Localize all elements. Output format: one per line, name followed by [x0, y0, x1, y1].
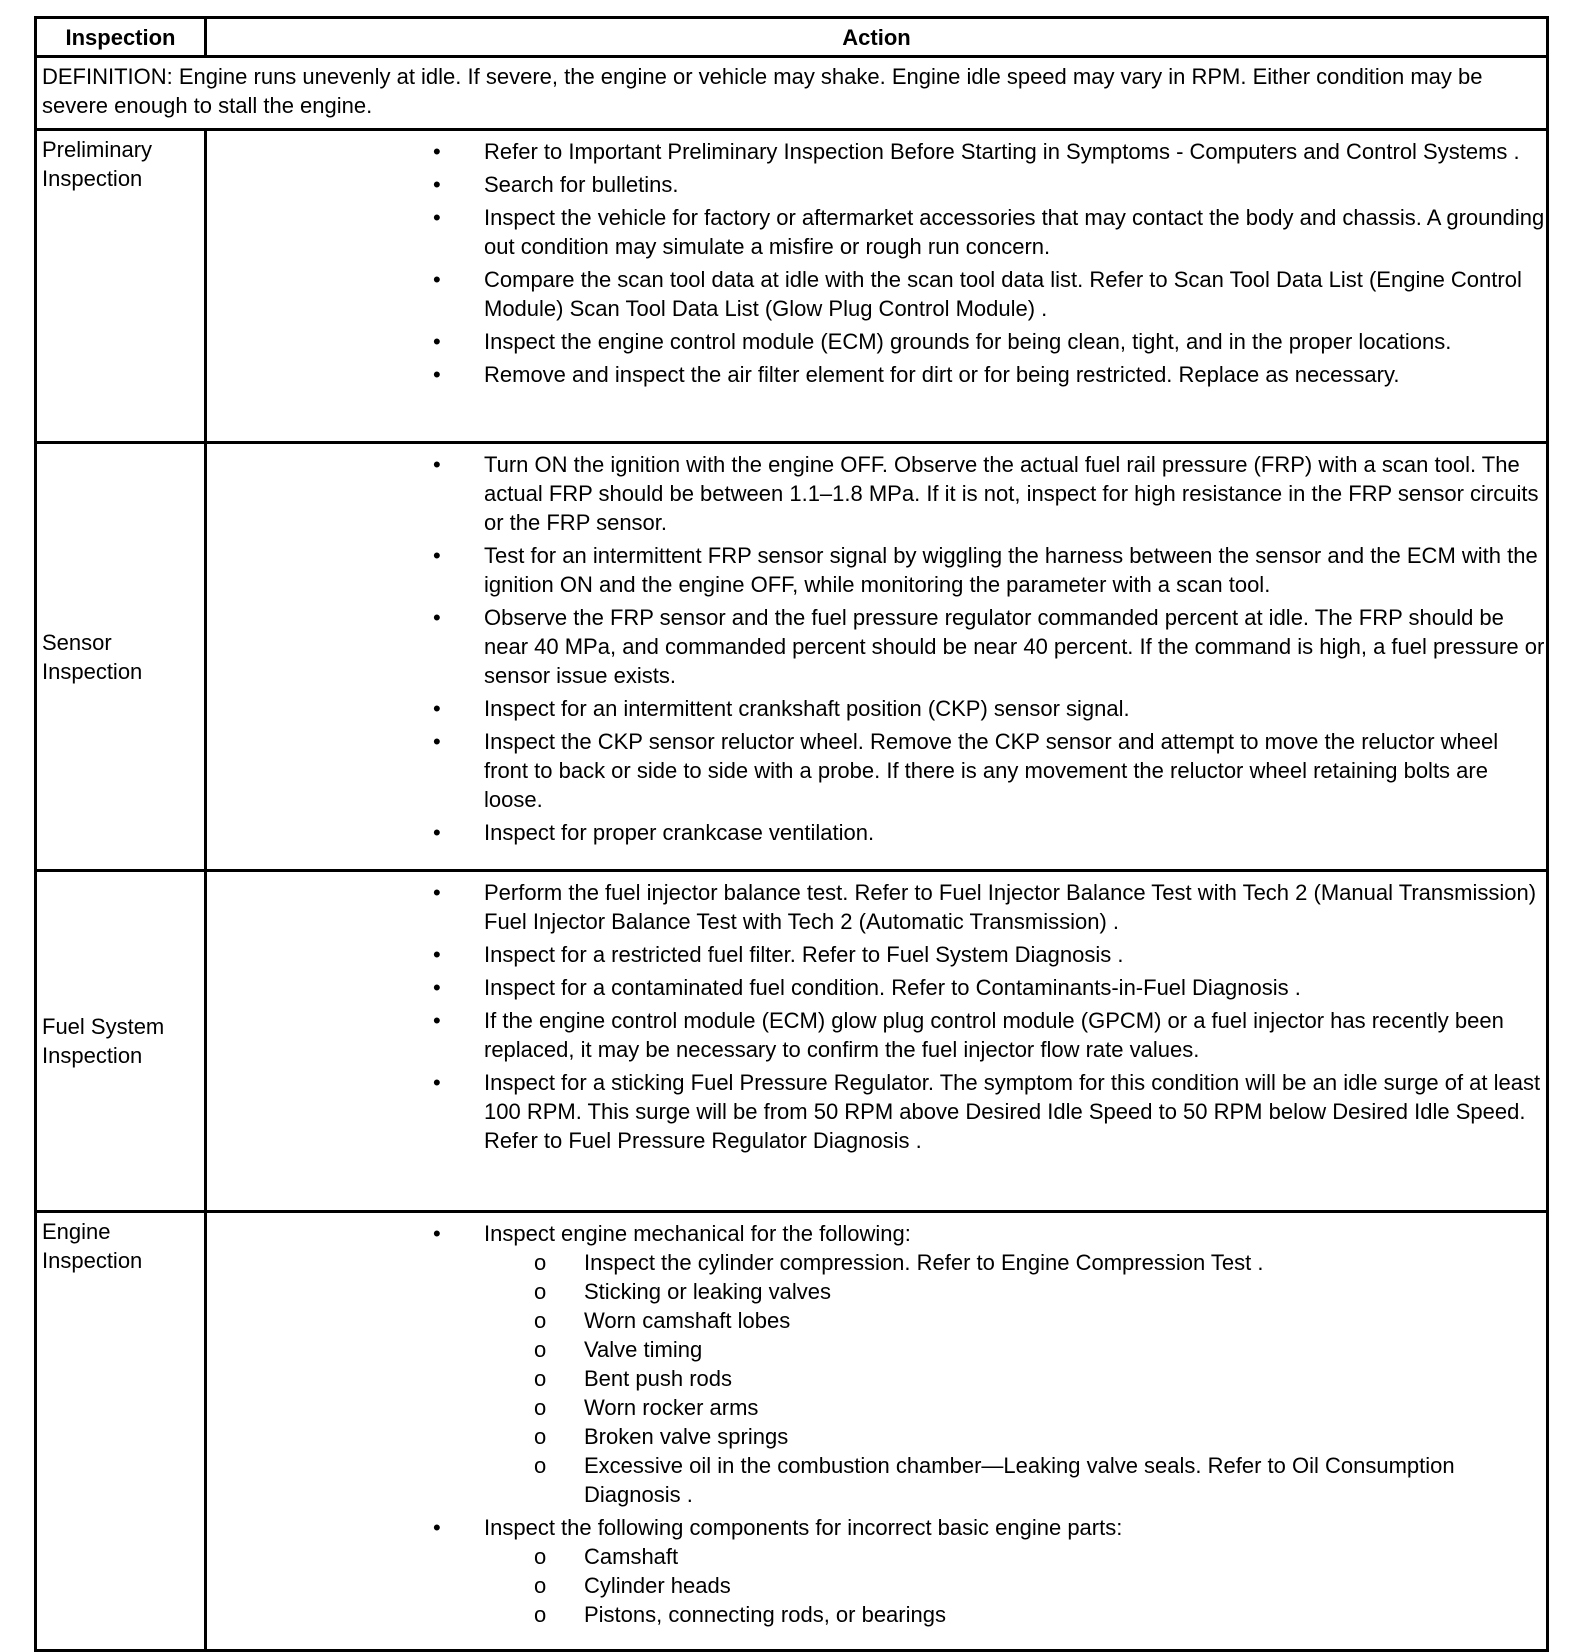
definition-row [36, 57, 1548, 130]
action-cell [206, 871, 1548, 1212]
action-list [207, 444, 1546, 847]
list-item: • Observe the FRP sensor and the fuel pressure regulator commanded percent at idle. The FRP should be near 40 MPa, and commanded percent should be near 40 percent. If the command is high, a fuel pressure or sensor issue exists. [207, 603, 1546, 690]
sub-list-item: o Worn rocker arms [484, 1393, 1546, 1422]
table-row-engine [36, 1212, 1548, 1651]
table-row-sensor [36, 443, 1548, 871]
list-item: • Inspect for an intermittent crankshaft position (CKP) sensor signal. [207, 694, 1546, 723]
action-cell [206, 443, 1548, 871]
sub-list-item: o Pistons, connecting rods, or bearings [484, 1600, 1546, 1629]
sub-list-item: o Broken valve springs [484, 1422, 1546, 1451]
sub-list-item: o Valve timing [484, 1335, 1546, 1364]
table-header-row [36, 18, 1548, 57]
row-label: Fuel System Inspection [36, 871, 206, 1212]
list-item: • Refer to Important Preliminary Inspection Before Starting in Symptoms - Computers and Control Systems . [207, 137, 1546, 166]
action-cell [206, 1212, 1548, 1651]
action-list [207, 1213, 1546, 1629]
definition-text: DEFINITION: Engine runs unevenly at idle. If severe, the engine or vehicle may shake. Engine idle speed may vary in RPM. Either condition may be severe enough to stall the engine. [36, 57, 1548, 130]
header-inspection: Inspection [36, 18, 206, 57]
list-item: • Inspect for a sticking Fuel Pressure Regulator. The symptom for this condition will be an idle surge of at least 100 RPM. This surge will be from 50 RPM above Desired Idle Speed to 50 RPM below Desired Idle Speed. Refer to Fuel Pressure Regulator Diagnosis . [207, 1068, 1546, 1155]
sub-list-item: o Excessive oil in the combustion chamber—Leaking valve seals. Refer to Oil Consumption Diagnosis . [484, 1451, 1546, 1509]
list-item: • Inspect for proper crankcase ventilation. [207, 818, 1546, 847]
list-item-text: Inspect the following components for incorrect basic engine parts: [484, 1515, 1123, 1540]
action-cell [206, 130, 1548, 443]
row-label: Preliminary Inspection [36, 130, 206, 443]
sub-list [584, 1248, 1546, 1509]
list-item: • Perform the fuel injector balance test. Refer to Fuel Injector Balance Test with Tech 2 (Manual Transmission) Fuel Injector Balance Test with Tech 2 (Automatic Transmission) . [207, 878, 1546, 936]
list-item [207, 1513, 1546, 1629]
list-item: • Test for an intermittent FRP sensor signal by wiggling the harness between the sensor and the ECM with the ignition ON and the engine OFF, while monitoring the parameter with a scan tool. [207, 541, 1546, 599]
sub-list [584, 1542, 1546, 1629]
list-item-text: Inspect engine mechanical for the following: [484, 1221, 911, 1246]
action-list [207, 131, 1546, 389]
list-item [207, 1219, 1546, 1509]
list-item: • Turn ON the ignition with the engine OFF. Observe the actual fuel rail pressure (FRP) with a scan tool. The actual FRP should be between 1.1–1.8 MPa. If it is not, inspect for high resistance in the FRP sensor circuits or the FRP sensor. [207, 450, 1546, 537]
list-item: • Inspect the vehicle for factory or aftermarket accessories that may contact the body and chassis. A grounding out condition may simulate a misfire or rough run concern. [207, 203, 1546, 261]
sub-list-item: o Bent push rods [484, 1364, 1546, 1393]
list-item: • If the engine control module (ECM) glow plug control module (GPCM) or a fuel injector has recently been replaced, it may be necessary to confirm the fuel injector flow rate values. [207, 1006, 1546, 1064]
row-label: Sensor Inspection [36, 443, 206, 871]
row-label: Engine Inspection [36, 1212, 206, 1651]
list-item: • Inspect the CKP sensor reluctor wheel. Remove the CKP sensor and attempt to move the reluctor wheel front to back or side to side with a probe. If there is any movement the reluctor wheel retaining bolts are loose. [207, 727, 1546, 814]
list-item: • Inspect for a restricted fuel filter. Refer to Fuel System Diagnosis . [207, 940, 1546, 969]
list-item: • Inspect the engine control module (ECM) grounds for being clean, tight, and in the proper locations. [207, 327, 1546, 356]
list-item: • Remove and inspect the air filter element for dirt or for being restricted. Replace as necessary. [207, 360, 1546, 389]
sub-list-item: o Inspect the cylinder compression. Refer to Engine Compression Test . [484, 1248, 1546, 1277]
table-row-preliminary [36, 130, 1548, 443]
list-item: • Inspect for a contaminated fuel condition. Refer to Contaminants-in-Fuel Diagnosis . [207, 973, 1546, 1002]
table-row-fuel-system [36, 871, 1548, 1212]
sub-list-item: o Camshaft [484, 1542, 1546, 1571]
action-list [207, 872, 1546, 1155]
sub-list-item: o Cylinder heads [484, 1571, 1546, 1600]
list-item: • Compare the scan tool data at idle with the scan tool data list. Refer to Scan Tool Data List (Engine Control Module) Scan Tool Data List (Glow Plug Control Module) . [207, 265, 1546, 323]
sub-list-item: o Sticking or leaking valves [484, 1277, 1546, 1306]
header-action: Action [206, 18, 1548, 57]
list-item: • Search for bulletins. [207, 170, 1546, 199]
sub-list-item: o Worn camshaft lobes [484, 1306, 1546, 1335]
diagnosis-table [34, 16, 1549, 1652]
